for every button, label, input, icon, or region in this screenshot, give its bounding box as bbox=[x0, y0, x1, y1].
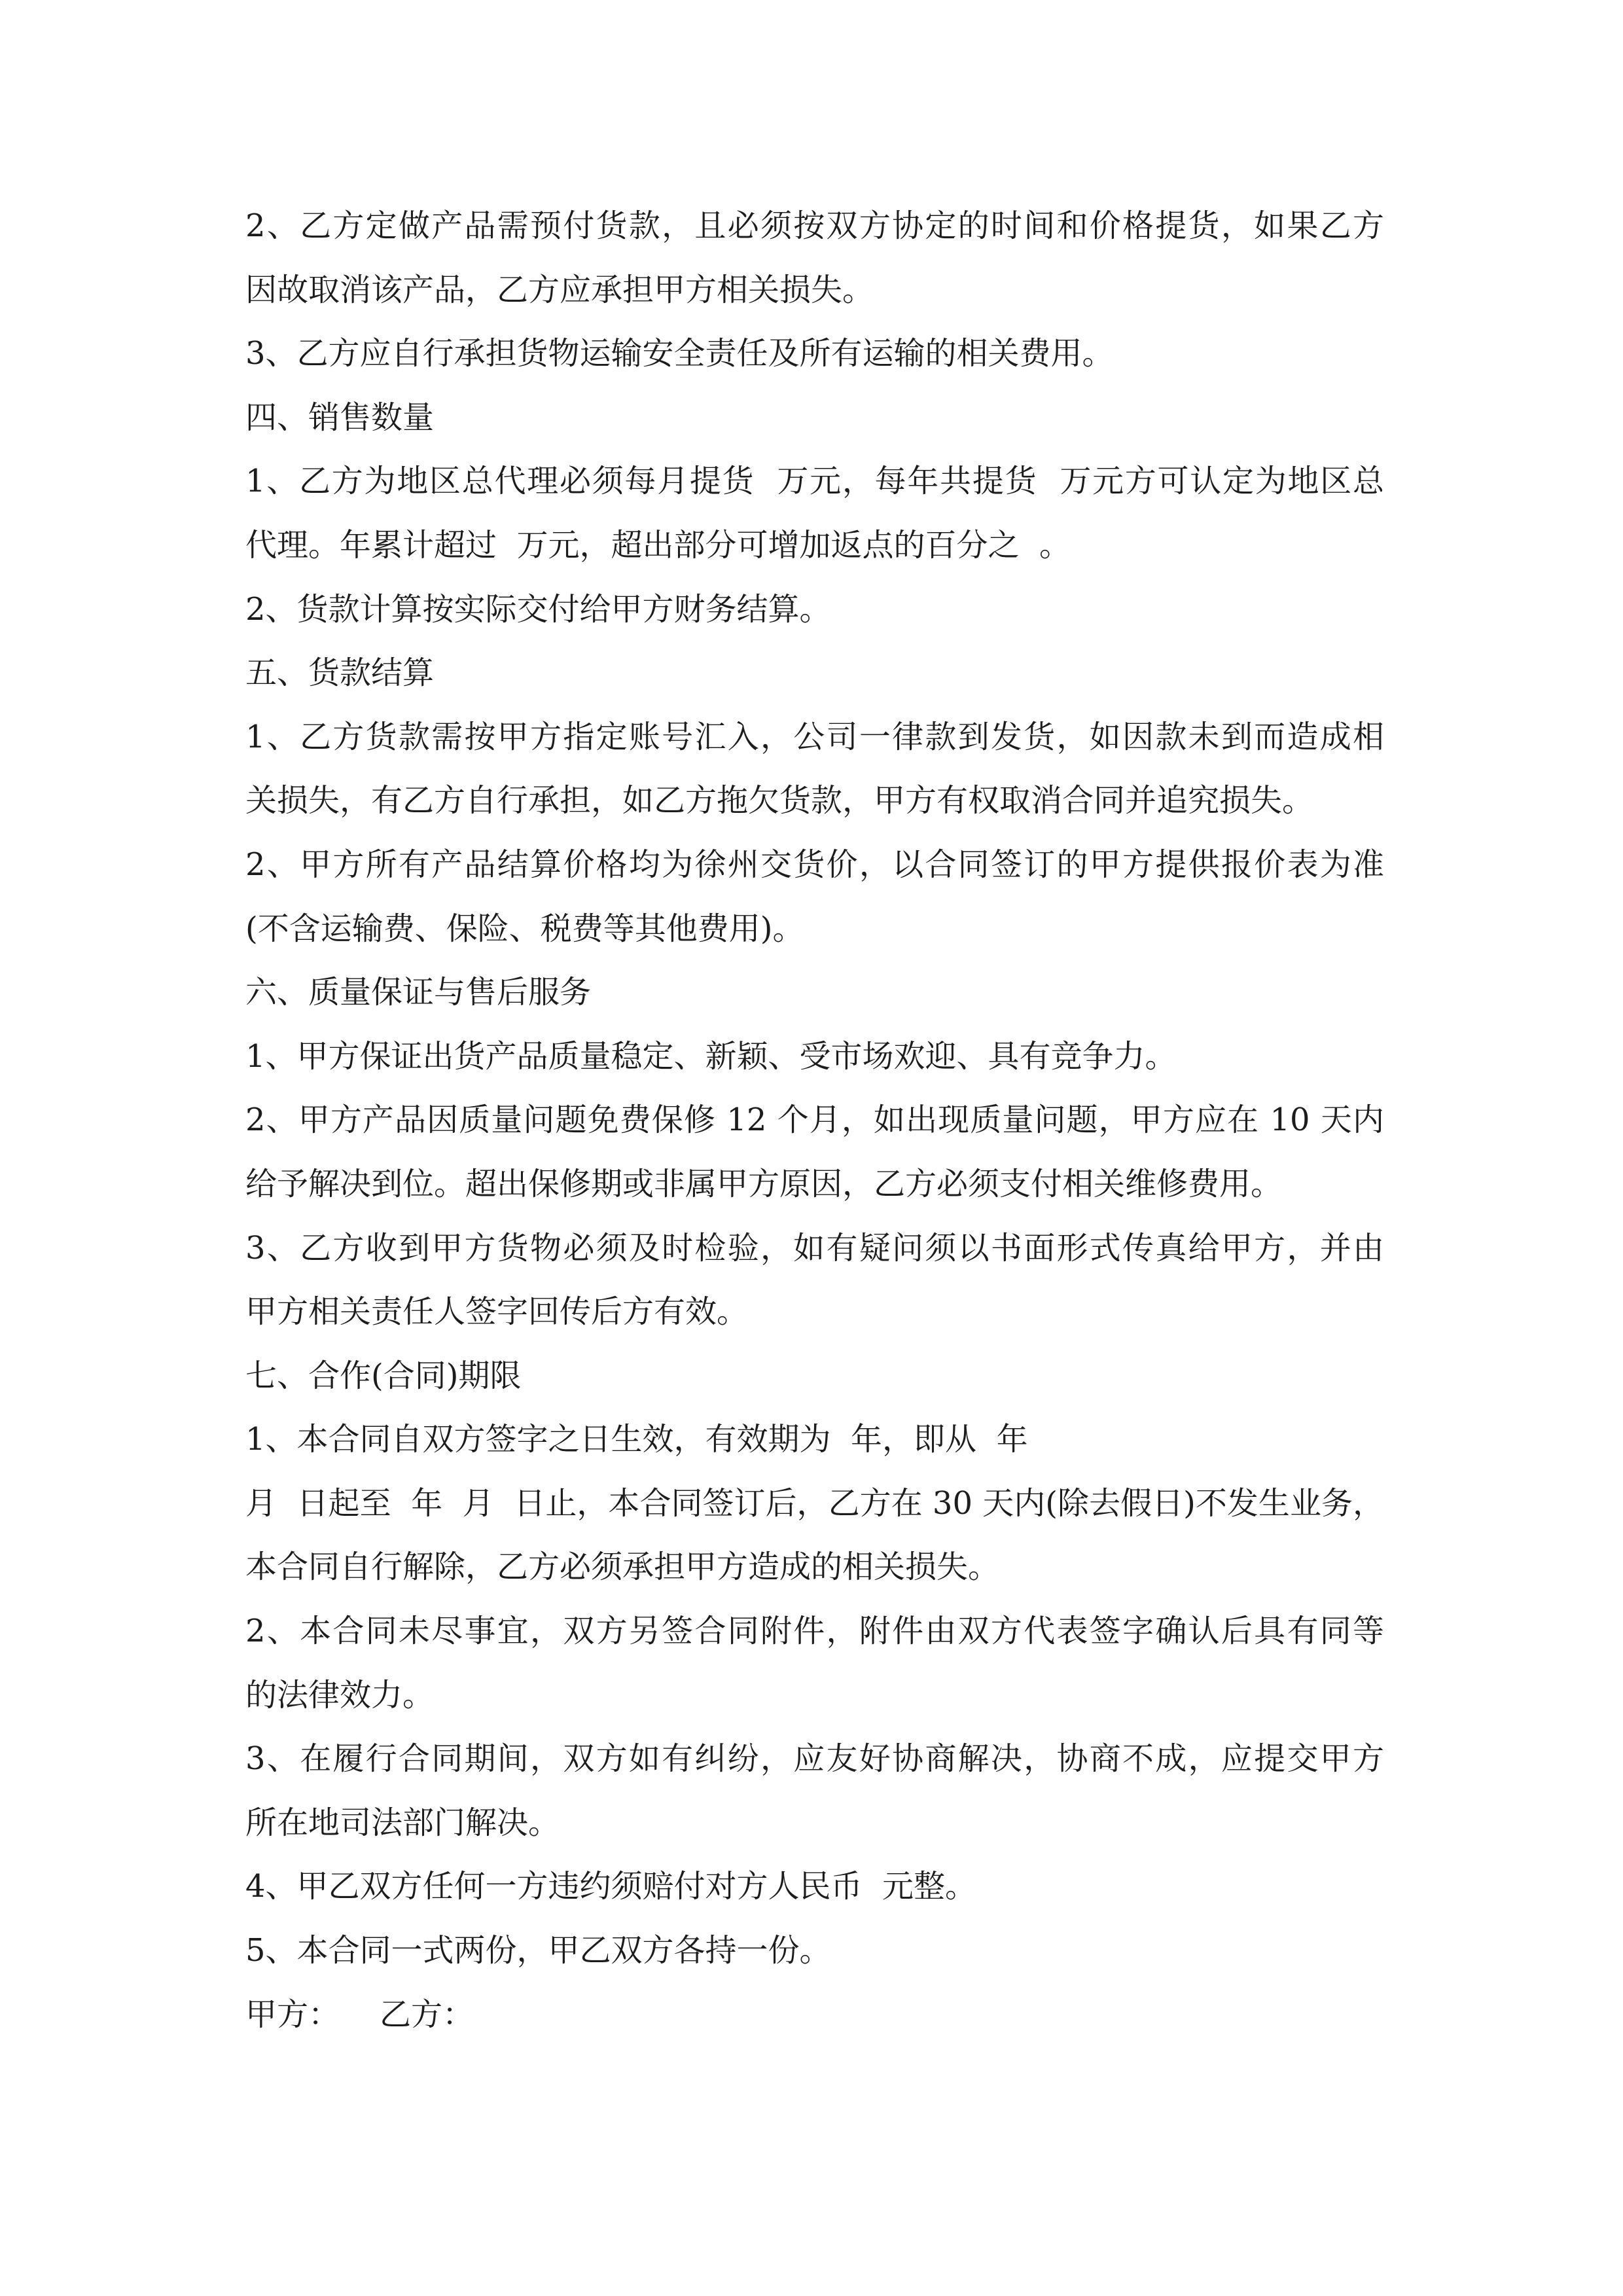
text-line: 给予解决到位。超出保修期或非属甲方原因，乙方必须支付相关维修费用。 bbox=[245, 1165, 1283, 1202]
text-line: 1、甲方保证出货产品质量稳定、新颖、受市场欢迎、具有竞争力。 bbox=[245, 1037, 1177, 1075]
text-line: 月 日起至 年 月 日止，本合同签订后，乙方在 30 天内(除去假日)不发生业务， bbox=[245, 1484, 1384, 1522]
text-line: 因故取消该产品，乙方应承担甲方相关损失。 bbox=[245, 271, 874, 308]
document-body bbox=[245, 194, 1384, 2047]
text-line: 4、甲乙双方任何一方违约须赔付对方人民币 元整。 bbox=[245, 1868, 977, 1905]
text-line: 5、本合同一式两份，甲乙双方各持一份。 bbox=[245, 1932, 831, 1969]
text-line: 的法律效力。 bbox=[245, 1676, 435, 1713]
text-line: 2、乙方定做产品需预付货款，且必须按双方协定的时间和价格提货，如果乙方 bbox=[245, 207, 1384, 244]
section-heading: 七、合作(合同)期限 bbox=[245, 1357, 522, 1394]
text-line: 2、本合同未尽事宜，双方另签合同附件，附件由双方代表签字确认后具有同等 bbox=[245, 1613, 1384, 1650]
text-line: 1、乙方货款需按甲方指定账号汇入，公司一律款到发货，如因款未到而造成相 bbox=[245, 718, 1384, 755]
text-line: 2、货款计算按实际交付给甲方财务结算。 bbox=[245, 590, 831, 628]
text-line: 甲方相关责任人签字回传后方有效。 bbox=[245, 1293, 749, 1331]
text-line: (不含运输费、保险、税费等其他费用)。 bbox=[245, 910, 804, 947]
text-line: 代理。年累计超过 万元，超出部分可增加返点的百分之 。 bbox=[245, 526, 1071, 564]
text-line: 所在地司法部门解决。 bbox=[245, 1804, 560, 1841]
text-line: 本合同自行解除，乙方必须承担甲方造成的相关损失。 bbox=[245, 1549, 1000, 1586]
section-heading: 四、销售数量 bbox=[245, 399, 435, 436]
text-line: 关损失，有乙方自行承担，如乙方拖欠货款，甲方有权取消合同并追究损失。 bbox=[245, 782, 1314, 819]
text-line: 2、甲方产品因质量问题免费保修 12 个月，如出现质量问题，甲方应在 10 天内 bbox=[245, 1102, 1384, 1139]
text-line: 1、本合同自双方签字之日生效，有效期为 年，即从 年 bbox=[245, 1421, 1028, 1458]
text-line: 2、甲方所有产品结算价格均为徐州交货价，以合同签订的甲方提供报价表为准 bbox=[245, 846, 1384, 883]
text-line: 1、乙方为地区总代理必须每月提货 万元，每年共提货 万元方可认定为地区总 bbox=[245, 463, 1384, 500]
signature-line: 甲方： 乙方： bbox=[245, 1996, 474, 2033]
text-line: 3、乙方收到甲方货物必须及时检验，如有疑问须以书面形式传真给甲方，并由 bbox=[245, 1229, 1384, 1266]
text-line: 3、在履行合同期间，双方如有纠纷，应友好协商解决，协商不成，应提交甲方 bbox=[245, 1740, 1384, 1778]
section-heading: 五、货款结算 bbox=[245, 655, 435, 692]
text-line: 3、乙方应自行承担货物运输安全责任及所有运输的相关费用。 bbox=[245, 335, 1114, 372]
section-heading: 六、质量保证与售后服务 bbox=[245, 974, 592, 1011]
